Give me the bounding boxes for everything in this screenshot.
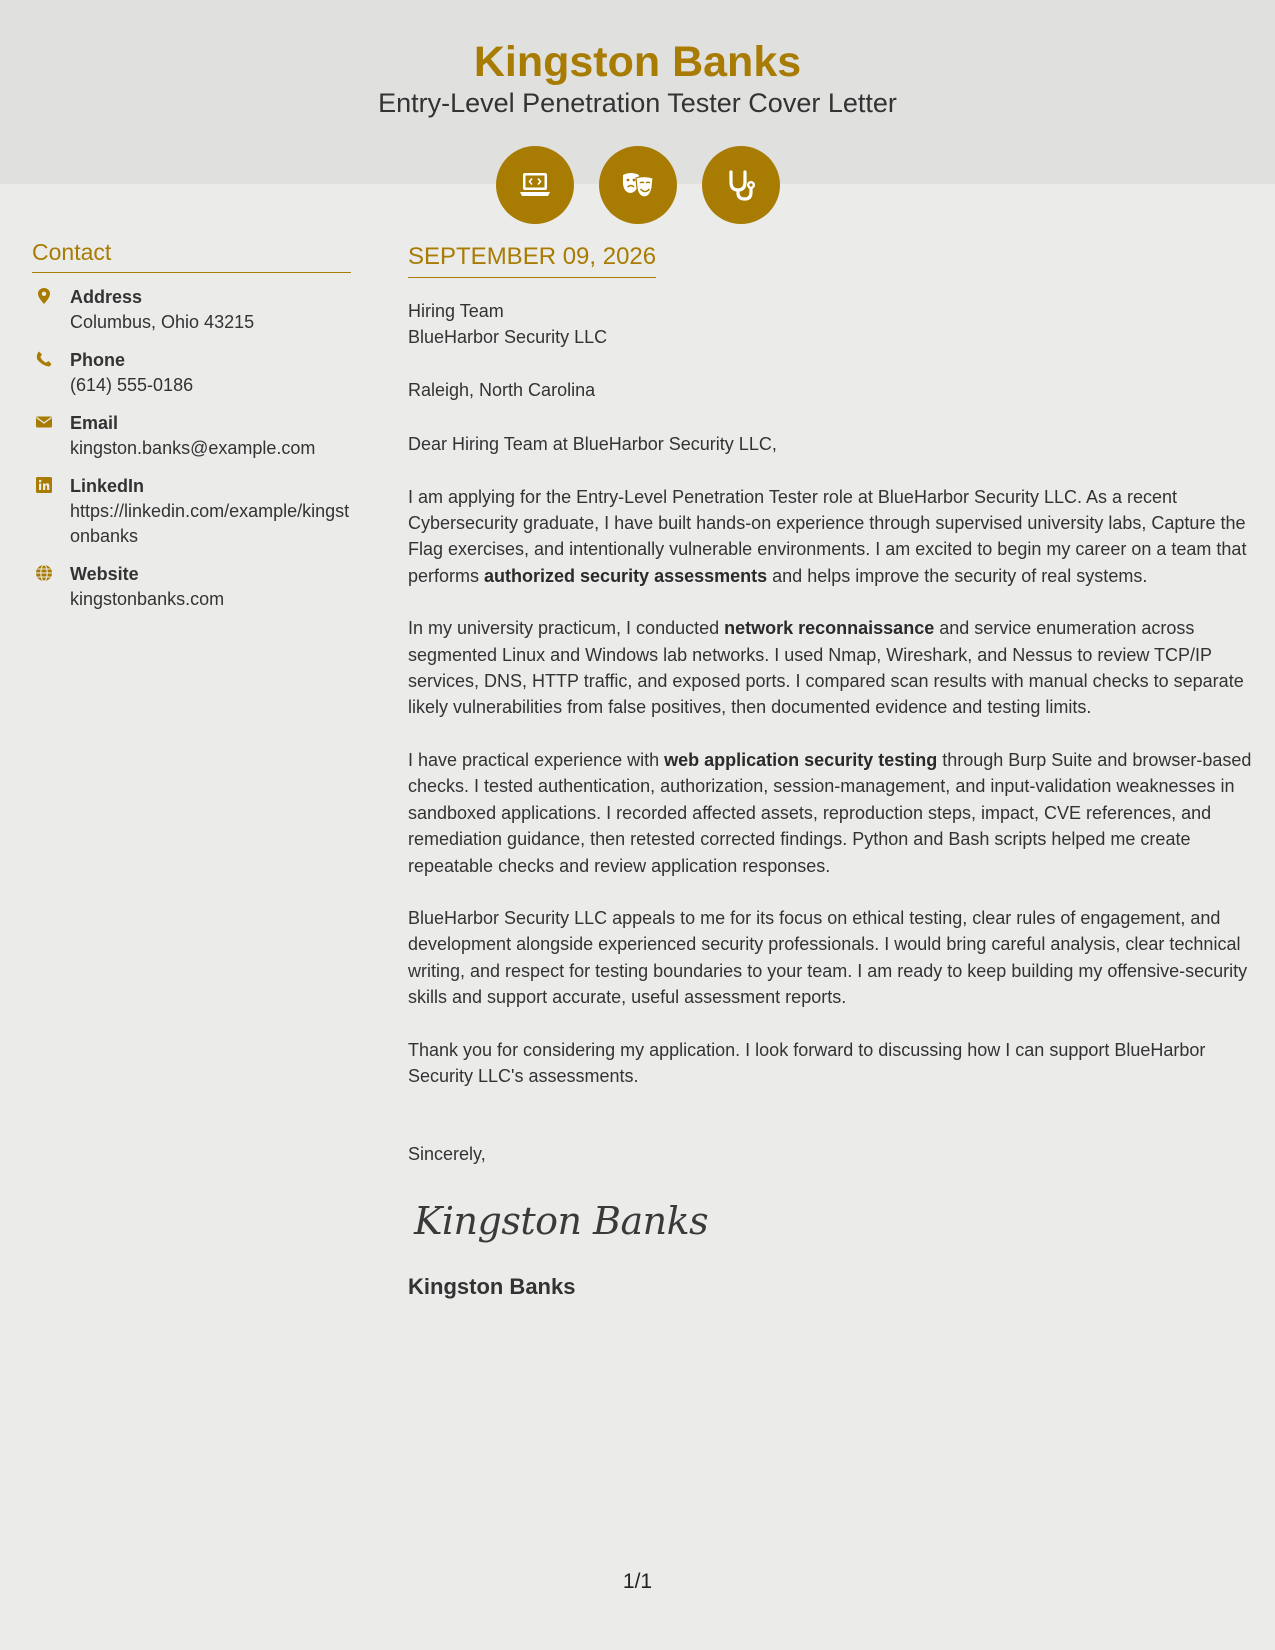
contact-item-email bbox=[32, 411, 351, 461]
contact-item-website bbox=[32, 562, 351, 612]
paragraph-text: In my university practicum, I conducted bbox=[408, 618, 725, 639]
stethoscope-icon bbox=[702, 146, 780, 224]
closing: Sincerely, bbox=[408, 1144, 486, 1165]
globe-icon bbox=[32, 562, 70, 612]
paragraph bbox=[408, 484, 1254, 590]
contact-sidebar bbox=[32, 236, 351, 625]
paragraph: BlueHarbor Security LLC appeals to me for its focus on ethical testing, clear rules of engagement, and development alongside experienced security professionals. I would bring careful analysis, clear technical writing, and respect for testing boundaries to your team. I am ready to keep building my offensive-security skills and support accurate, useful assessment reports. bbox=[408, 907, 1248, 1008]
paragraph-emphasis: authorized security assessments bbox=[484, 565, 768, 586]
document-subtitle: Entry-Level Penetration Tester Cover Letter bbox=[378, 88, 897, 118]
linkedin-link[interactable]: https://linkedin.com/example/kingstonbanks bbox=[70, 501, 350, 546]
applicant-name: Kingston Banks bbox=[473, 38, 802, 86]
paragraph-emphasis: web application security testing bbox=[664, 749, 938, 770]
envelope-icon bbox=[32, 411, 70, 461]
phone-icon bbox=[32, 348, 70, 398]
contact-label: Phone bbox=[70, 350, 126, 370]
contact-label: LinkedIn bbox=[70, 476, 145, 496]
paragraph-text: and service enumeration across segmented Linux and Windows lab networks. I used Nmap, Wireshark, and Nessus to review TCP/IP services, DNS, HTTP traffic, and exposed ports. I compared scan results with manual checks to separate likely vulnerabilities from false positives, then documented evidence and testing limits. bbox=[408, 618, 1244, 718]
paragraph-text: I am applying for the Entry-Level Penetration Tester role at BlueHarbor Security LLC. As a recent Cybersecurity graduate, I have built hands-on experience through supervised university labs, Capture the Flag exercises, and intentionally vulnerable environments. I am excited to begin my career on a team that performs bbox=[408, 486, 1247, 586]
paragraph bbox=[408, 747, 1254, 879]
recipient-company: BlueHarbor Security LLC bbox=[408, 327, 608, 348]
theater-masks-icon bbox=[599, 146, 677, 224]
paragraph: Thank you for considering my application. I look forward to discussing how I can support BlueHarbor Security LLC's assessments. bbox=[408, 1039, 1206, 1086]
page-number: 1/1 bbox=[622, 1570, 653, 1593]
handwritten-signature: Kingston Banks bbox=[414, 1198, 709, 1243]
paragraph-text: through Burp Suite and browser-based checks. I tested authentication, authorization, session-management, and input-validation weaknesses in sandboxed applications. I recorded affected assets, reproduction steps, impact, CVE references, and remediation guidance, then retested corrected findings. Python and Bash scripts helped me create repeatable checks and review application responses. bbox=[408, 749, 1252, 876]
contact-value: kingston.banks@example.com bbox=[70, 438, 316, 458]
map-pin-icon bbox=[32, 285, 70, 335]
contact-value: (614) 555-0186 bbox=[70, 375, 194, 395]
salutation: Dear Hiring Team at BlueHarbor Security LLC, bbox=[408, 434, 777, 455]
paragraph-text: I have practical experience with bbox=[408, 749, 665, 770]
website-link[interactable]: kingstonbanks.com bbox=[70, 589, 225, 609]
paragraph-emphasis: network reconnaissance bbox=[724, 618, 935, 639]
linkedin-icon bbox=[32, 474, 70, 549]
recipient-block bbox=[408, 298, 1254, 351]
contact-heading: Contact bbox=[32, 236, 351, 273]
contact-item-address bbox=[32, 285, 351, 335]
contact-label: Website bbox=[70, 564, 139, 584]
letter-body bbox=[408, 239, 1254, 1300]
contact-label: Email bbox=[70, 413, 119, 433]
recipient-location: Raleigh, North Carolina bbox=[408, 379, 596, 400]
contact-item-phone bbox=[32, 348, 351, 398]
contact-label: Address bbox=[70, 287, 143, 307]
laptop-code-icon bbox=[496, 146, 574, 224]
contact-value: Columbus, Ohio 43215 bbox=[70, 312, 255, 332]
header-icons bbox=[0, 146, 1275, 224]
letter-date: SEPTEMBER 09, 2026 bbox=[408, 239, 656, 278]
contact-list bbox=[32, 285, 351, 612]
paragraph-text: and helps improve the security of real systems. bbox=[767, 565, 1148, 586]
signed-name: Kingston Banks bbox=[408, 1273, 576, 1299]
recipient-line: Hiring Team bbox=[408, 301, 504, 321]
contact-item-linkedin bbox=[32, 474, 351, 549]
paragraph bbox=[408, 615, 1254, 721]
